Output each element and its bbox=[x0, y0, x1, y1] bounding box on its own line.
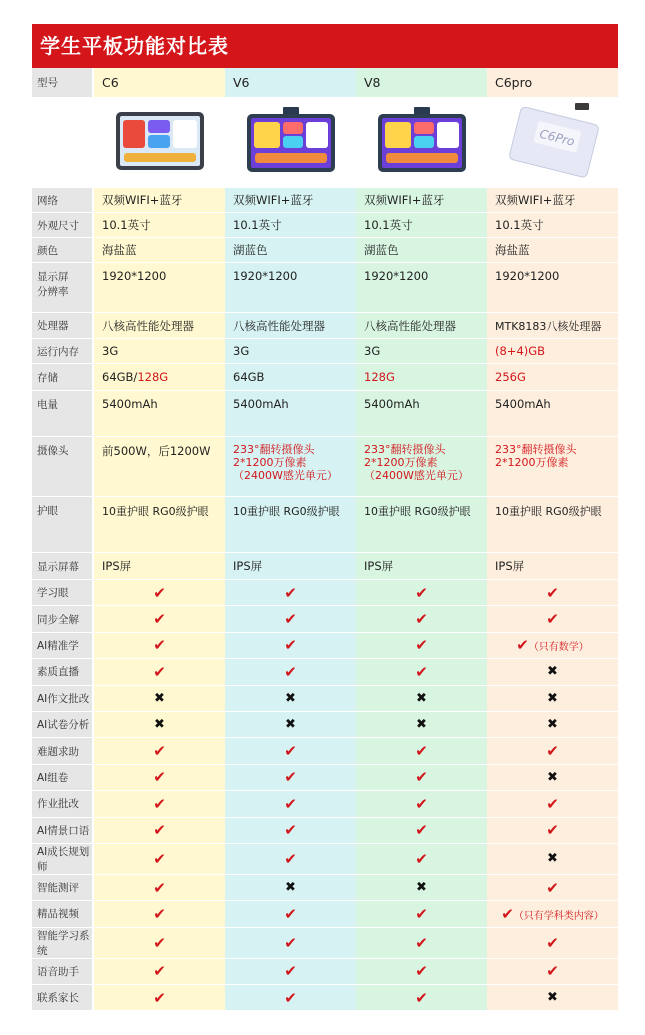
check-icon: ✔ bbox=[415, 768, 428, 787]
cell-v8 bbox=[356, 437, 487, 497]
cross-icon: ✖ bbox=[416, 880, 427, 896]
cell-v6 bbox=[225, 686, 356, 712]
tablet-image-c6pro bbox=[487, 98, 618, 188]
cell-v6: 64GB bbox=[225, 364, 356, 391]
row-label: 显示屏幕 bbox=[32, 553, 94, 580]
spec-row-eye bbox=[32, 497, 618, 553]
camera-line: （2400W感光单元） bbox=[364, 469, 469, 482]
spec-row-storage bbox=[32, 364, 618, 391]
check-icon: ✔ bbox=[415, 933, 428, 952]
cell-c6: 10.1英寸 bbox=[94, 213, 225, 238]
cell-v8 bbox=[356, 712, 487, 738]
cell-c6 bbox=[94, 985, 225, 1011]
spec-row-color bbox=[32, 238, 618, 263]
check-icon: ✔ bbox=[153, 742, 166, 761]
row-label: 作业批改 bbox=[32, 791, 94, 817]
check-icon: ✔ bbox=[284, 988, 297, 1007]
cell-c6 bbox=[94, 633, 225, 659]
check-icon: ✔ bbox=[284, 742, 297, 761]
feature-note: （只有数学） bbox=[528, 642, 589, 654]
cell-c6 bbox=[94, 765, 225, 791]
check-icon: ✔ bbox=[415, 904, 428, 923]
cell-v8 bbox=[356, 580, 487, 606]
cell-c6 bbox=[94, 659, 225, 685]
check-icon: ✔ bbox=[546, 794, 559, 813]
row-label: 护眼 bbox=[32, 497, 94, 553]
cell-v8 bbox=[356, 818, 487, 844]
cell-v6 bbox=[225, 875, 356, 901]
cell-v6 bbox=[225, 901, 356, 927]
cell-c6pro bbox=[487, 738, 618, 764]
cell-v6 bbox=[225, 818, 356, 844]
check-icon: ✔ bbox=[284, 904, 297, 923]
row-label: AI作文批改 bbox=[32, 686, 94, 712]
cell-c6pro bbox=[487, 875, 618, 901]
cell-v8: 5400mAh bbox=[356, 391, 487, 437]
check-icon: ✔ bbox=[153, 610, 166, 629]
model-name-c6pro: C6pro bbox=[487, 68, 618, 98]
cell-v8 bbox=[356, 738, 487, 764]
camera-line: 2*1200万像素 bbox=[495, 456, 569, 469]
spec-row-camera bbox=[32, 437, 618, 497]
cell-c6pro bbox=[487, 580, 618, 606]
cell-c6 bbox=[94, 791, 225, 817]
row-label: AI试卷分析 bbox=[32, 712, 94, 738]
feature-row bbox=[32, 791, 618, 817]
cell-c6: 1920*1200 bbox=[94, 263, 225, 313]
cell-c6 bbox=[94, 686, 225, 712]
cell-v6: 5400mAh bbox=[225, 391, 356, 437]
cell-c6pro: (8+4)GB bbox=[487, 339, 618, 364]
cross-icon: ✖ bbox=[547, 717, 558, 733]
check-icon: ✔ bbox=[153, 821, 166, 840]
camera-line: 233°翻转摄像头 bbox=[233, 443, 315, 456]
feature-row bbox=[32, 875, 618, 901]
cell-c6 bbox=[94, 712, 225, 738]
check-icon: ✔ bbox=[153, 768, 166, 787]
cell-c6pro bbox=[487, 712, 618, 738]
cell-c6pro: 10重护眼 RG0级护眼 bbox=[487, 497, 618, 553]
check-icon: ✔ bbox=[284, 821, 297, 840]
check-icon: ✔ bbox=[153, 636, 166, 655]
row-label: AI精准学 bbox=[32, 633, 94, 659]
check-icon: ✔ bbox=[153, 662, 166, 681]
cell-v8 bbox=[356, 686, 487, 712]
cell-c6pro bbox=[487, 606, 618, 632]
cell-v6 bbox=[225, 712, 356, 738]
cell-v6: 双频WIFI+蓝牙 bbox=[225, 188, 356, 213]
cell-v6: 3G bbox=[225, 339, 356, 364]
check-icon: ✔ bbox=[153, 794, 166, 813]
cell-v8: 10重护眼 RG0级护眼 bbox=[356, 497, 487, 553]
check-icon: ✔ bbox=[415, 662, 428, 681]
spec-row-screen bbox=[32, 553, 618, 580]
cell-v6 bbox=[225, 928, 356, 959]
cell-c6pro: IPS屏 bbox=[487, 553, 618, 580]
cell-v8: 八核高性能处理器 bbox=[356, 313, 487, 339]
cell-c6pro bbox=[487, 686, 618, 712]
tablet-image-v6 bbox=[225, 98, 356, 188]
cell-c6pro: 10.1英寸 bbox=[487, 213, 618, 238]
cell-c6pro bbox=[487, 985, 618, 1011]
check-icon: ✔ bbox=[546, 933, 559, 952]
check-icon: ✔ bbox=[546, 962, 559, 981]
camera-line: 2*1200万像素 bbox=[233, 456, 307, 469]
cell-c6: 10重护眼 RG0级护眼 bbox=[94, 497, 225, 553]
row-label: 素质直播 bbox=[32, 659, 94, 685]
tablet-v8-icon bbox=[376, 107, 468, 175]
row-label bbox=[32, 263, 94, 313]
cell-c6pro bbox=[487, 901, 618, 927]
cell-v6 bbox=[225, 437, 356, 497]
cell-c6: 前500W，后1200W bbox=[94, 437, 225, 497]
row-label: 存储 bbox=[32, 364, 94, 391]
check-icon: ✔ bbox=[516, 636, 529, 655]
row-label: 颜色 bbox=[32, 238, 94, 263]
cell-c6 bbox=[94, 738, 225, 764]
check-icon: ✔ bbox=[284, 662, 297, 681]
check-icon: ✔ bbox=[546, 742, 559, 761]
feature-row bbox=[32, 686, 618, 712]
check-icon: ✔ bbox=[284, 794, 297, 813]
row-label: 运行内存 bbox=[32, 339, 94, 364]
camera-line: 2*1200万像素 bbox=[364, 456, 438, 469]
row-label: 联系家长 bbox=[32, 985, 94, 1011]
check-icon: ✔ bbox=[415, 794, 428, 813]
feature-row bbox=[32, 844, 618, 875]
tablet-image-v8 bbox=[356, 98, 487, 188]
cell-v8: 3G bbox=[356, 339, 487, 364]
check-icon: ✔ bbox=[415, 849, 428, 868]
check-icon: ✔ bbox=[284, 962, 297, 981]
cell-c6: 5400mAh bbox=[94, 391, 225, 437]
cell-c6 bbox=[94, 364, 225, 391]
cell-v8 bbox=[356, 928, 487, 959]
cell-c6: 双频WIFI+蓝牙 bbox=[94, 188, 225, 213]
cell-v8: 10.1英寸 bbox=[356, 213, 487, 238]
row-label: AI成长规划师 bbox=[32, 844, 94, 875]
cell-v6 bbox=[225, 765, 356, 791]
check-icon: ✔ bbox=[415, 988, 428, 1007]
spec-row-network bbox=[32, 188, 618, 213]
check-icon: ✔ bbox=[284, 583, 297, 602]
row-label-line1: 显示屏 bbox=[37, 271, 69, 283]
product-image-row bbox=[32, 98, 618, 188]
feature-row bbox=[32, 959, 618, 985]
page-title: 学生平板功能对比表 bbox=[32, 24, 618, 68]
cross-icon: ✖ bbox=[285, 690, 296, 706]
cell-c6pro bbox=[487, 659, 618, 685]
cross-icon: ✖ bbox=[547, 664, 558, 680]
feature-row bbox=[32, 765, 618, 791]
row-label: AI情景口语 bbox=[32, 818, 94, 844]
cross-icon: ✖ bbox=[154, 690, 165, 706]
cell-c6pro bbox=[487, 765, 618, 791]
cell-c6pro bbox=[487, 818, 618, 844]
cell-v6 bbox=[225, 791, 356, 817]
model-name-c6: C6 bbox=[94, 68, 225, 98]
feature-row bbox=[32, 928, 618, 959]
cell-c6 bbox=[94, 844, 225, 875]
cell-v8: IPS屏 bbox=[356, 553, 487, 580]
cell-v6 bbox=[225, 844, 356, 875]
check-icon: ✔ bbox=[153, 878, 166, 897]
cell-c6pro: 双频WIFI+蓝牙 bbox=[487, 188, 618, 213]
cross-icon: ✖ bbox=[547, 769, 558, 785]
spec-row-battery bbox=[32, 391, 618, 437]
cell-v8 bbox=[356, 606, 487, 632]
cross-icon: ✖ bbox=[547, 990, 558, 1006]
check-icon: ✔ bbox=[415, 583, 428, 602]
check-icon: ✔ bbox=[284, 849, 297, 868]
cell-c6pro: 5400mAh bbox=[487, 391, 618, 437]
cell-v6 bbox=[225, 985, 356, 1011]
cell-c6 bbox=[94, 959, 225, 985]
cell-c6 bbox=[94, 606, 225, 632]
cell-v6 bbox=[225, 580, 356, 606]
row-label: 摄像头 bbox=[32, 437, 94, 497]
cell-v8: 1920*1200 bbox=[356, 263, 487, 313]
cell-v8 bbox=[356, 844, 487, 875]
cell-v8: 128G bbox=[356, 364, 487, 391]
cell-v6 bbox=[225, 606, 356, 632]
check-icon: ✔ bbox=[415, 821, 428, 840]
feature-row bbox=[32, 580, 618, 606]
cross-icon: ✖ bbox=[547, 690, 558, 706]
check-icon: ✔ bbox=[546, 583, 559, 602]
svg-text:C6Pro: C6Pro bbox=[537, 126, 576, 149]
cross-icon: ✖ bbox=[416, 717, 427, 733]
camera-line: （2400W感光单元） bbox=[233, 469, 338, 482]
cell-v6: 10重护眼 RG0级护眼 bbox=[225, 497, 356, 553]
row-label: 智能学习系统 bbox=[32, 928, 94, 959]
cell-v8 bbox=[356, 985, 487, 1011]
cell-c6: IPS屏 bbox=[94, 553, 225, 580]
row-label: 难题求助 bbox=[32, 738, 94, 764]
camera-line: 233°翻转摄像头 bbox=[495, 443, 577, 456]
spec-row-resolution bbox=[32, 263, 618, 313]
feature-note: （只有学科类内容） bbox=[513, 910, 604, 922]
feature-row bbox=[32, 901, 618, 927]
spec-row-size bbox=[32, 213, 618, 238]
tablet-c6-icon bbox=[114, 110, 206, 172]
row-label: 语音助手 bbox=[32, 959, 94, 985]
cell-v8 bbox=[356, 633, 487, 659]
cell-c6pro: 1920*1200 bbox=[487, 263, 618, 313]
comparison-sheet bbox=[32, 24, 618, 1011]
feature-rows bbox=[32, 580, 618, 1011]
cell-c6pro bbox=[487, 959, 618, 985]
cross-icon: ✖ bbox=[154, 717, 165, 733]
cell-v6: 10.1英寸 bbox=[225, 213, 356, 238]
cell-v6 bbox=[225, 959, 356, 985]
cell-c6 bbox=[94, 901, 225, 927]
cell-c6 bbox=[94, 818, 225, 844]
cell-v6: IPS屏 bbox=[225, 553, 356, 580]
row-label: AI组卷 bbox=[32, 765, 94, 791]
cell-v8 bbox=[356, 659, 487, 685]
check-icon: ✔ bbox=[415, 742, 428, 761]
cell-v6: 湖蓝色 bbox=[225, 238, 356, 263]
check-icon: ✔ bbox=[284, 933, 297, 952]
cell-c6 bbox=[94, 580, 225, 606]
check-icon: ✔ bbox=[153, 988, 166, 1007]
cell-c6pro: 海盐蓝 bbox=[487, 238, 618, 263]
spec-row-ram bbox=[32, 339, 618, 364]
feature-row bbox=[32, 659, 618, 685]
camera-line: 233°翻转摄像头 bbox=[364, 443, 446, 456]
feature-row bbox=[32, 985, 618, 1011]
check-icon: ✔ bbox=[284, 610, 297, 629]
check-icon: ✔ bbox=[415, 636, 428, 655]
cell-c6pro bbox=[487, 844, 618, 875]
cell-v8 bbox=[356, 901, 487, 927]
feature-row bbox=[32, 738, 618, 764]
check-icon: ✔ bbox=[153, 904, 166, 923]
cell-c6 bbox=[94, 875, 225, 901]
cell-c6pro bbox=[487, 437, 618, 497]
feature-row bbox=[32, 712, 618, 738]
tablet-v6-icon bbox=[245, 107, 337, 175]
cell-v8 bbox=[356, 875, 487, 901]
tablet-image-c6 bbox=[94, 98, 225, 188]
row-label: 型号 bbox=[32, 68, 94, 98]
cell-v6 bbox=[225, 659, 356, 685]
check-icon: ✔ bbox=[284, 636, 297, 655]
check-icon: ✔ bbox=[415, 962, 428, 981]
tablet-c6pro-icon bbox=[503, 101, 603, 181]
check-icon: ✔ bbox=[546, 610, 559, 629]
row-label: 同步全解 bbox=[32, 606, 94, 632]
storage-upgrade: 128G bbox=[137, 370, 169, 384]
cell-c6pro bbox=[487, 928, 618, 959]
cross-icon: ✖ bbox=[547, 851, 558, 867]
check-icon: ✔ bbox=[153, 962, 166, 981]
check-icon: ✔ bbox=[415, 610, 428, 629]
cell-c6pro bbox=[487, 633, 618, 659]
cell-c6pro: 256G bbox=[487, 364, 618, 391]
cell-c6pro bbox=[487, 791, 618, 817]
feature-row bbox=[32, 633, 618, 659]
row-label: 学习眼 bbox=[32, 580, 94, 606]
cell-v6 bbox=[225, 633, 356, 659]
cross-icon: ✖ bbox=[416, 690, 427, 706]
image-row-spacer bbox=[32, 98, 94, 188]
check-icon: ✔ bbox=[546, 878, 559, 897]
check-icon: ✔ bbox=[153, 933, 166, 952]
cell-c6: 海盐蓝 bbox=[94, 238, 225, 263]
row-label: 外观尺寸 bbox=[32, 213, 94, 238]
row-label-line2: 分辨率 bbox=[37, 286, 69, 298]
cell-v8: 双频WIFI+蓝牙 bbox=[356, 188, 487, 213]
cell-v6: 1920*1200 bbox=[225, 263, 356, 313]
cell-v8 bbox=[356, 959, 487, 985]
row-label: 智能测评 bbox=[32, 875, 94, 901]
row-label: 精品视频 bbox=[32, 901, 94, 927]
cell-c6: 八核高性能处理器 bbox=[94, 313, 225, 339]
cell-v8 bbox=[356, 791, 487, 817]
cross-icon: ✖ bbox=[285, 717, 296, 733]
check-icon: ✔ bbox=[501, 904, 514, 923]
model-name-v6: V6 bbox=[225, 68, 356, 98]
cell-v6 bbox=[225, 738, 356, 764]
check-icon: ✔ bbox=[284, 768, 297, 787]
cell-c6: 3G bbox=[94, 339, 225, 364]
row-label: 电量 bbox=[32, 391, 94, 437]
check-icon: ✔ bbox=[153, 583, 166, 602]
cell-v8: 湖蓝色 bbox=[356, 238, 487, 263]
model-name-v8: V8 bbox=[356, 68, 487, 98]
cell-v6: 八核高性能处理器 bbox=[225, 313, 356, 339]
check-icon: ✔ bbox=[153, 849, 166, 868]
model-header-row bbox=[32, 68, 618, 98]
comparison-table bbox=[32, 68, 618, 1011]
cell-c6 bbox=[94, 928, 225, 959]
cell-v8 bbox=[356, 765, 487, 791]
row-label: 处理器 bbox=[32, 313, 94, 339]
cell-c6pro: MTK8183八核处理器 bbox=[487, 313, 618, 339]
storage-base: 64GB/ bbox=[102, 370, 138, 384]
feature-row bbox=[32, 606, 618, 632]
check-icon: ✔ bbox=[546, 821, 559, 840]
feature-row bbox=[32, 818, 618, 844]
spec-row-cpu bbox=[32, 313, 618, 339]
row-label: 网络 bbox=[32, 188, 94, 213]
cross-icon: ✖ bbox=[285, 880, 296, 896]
